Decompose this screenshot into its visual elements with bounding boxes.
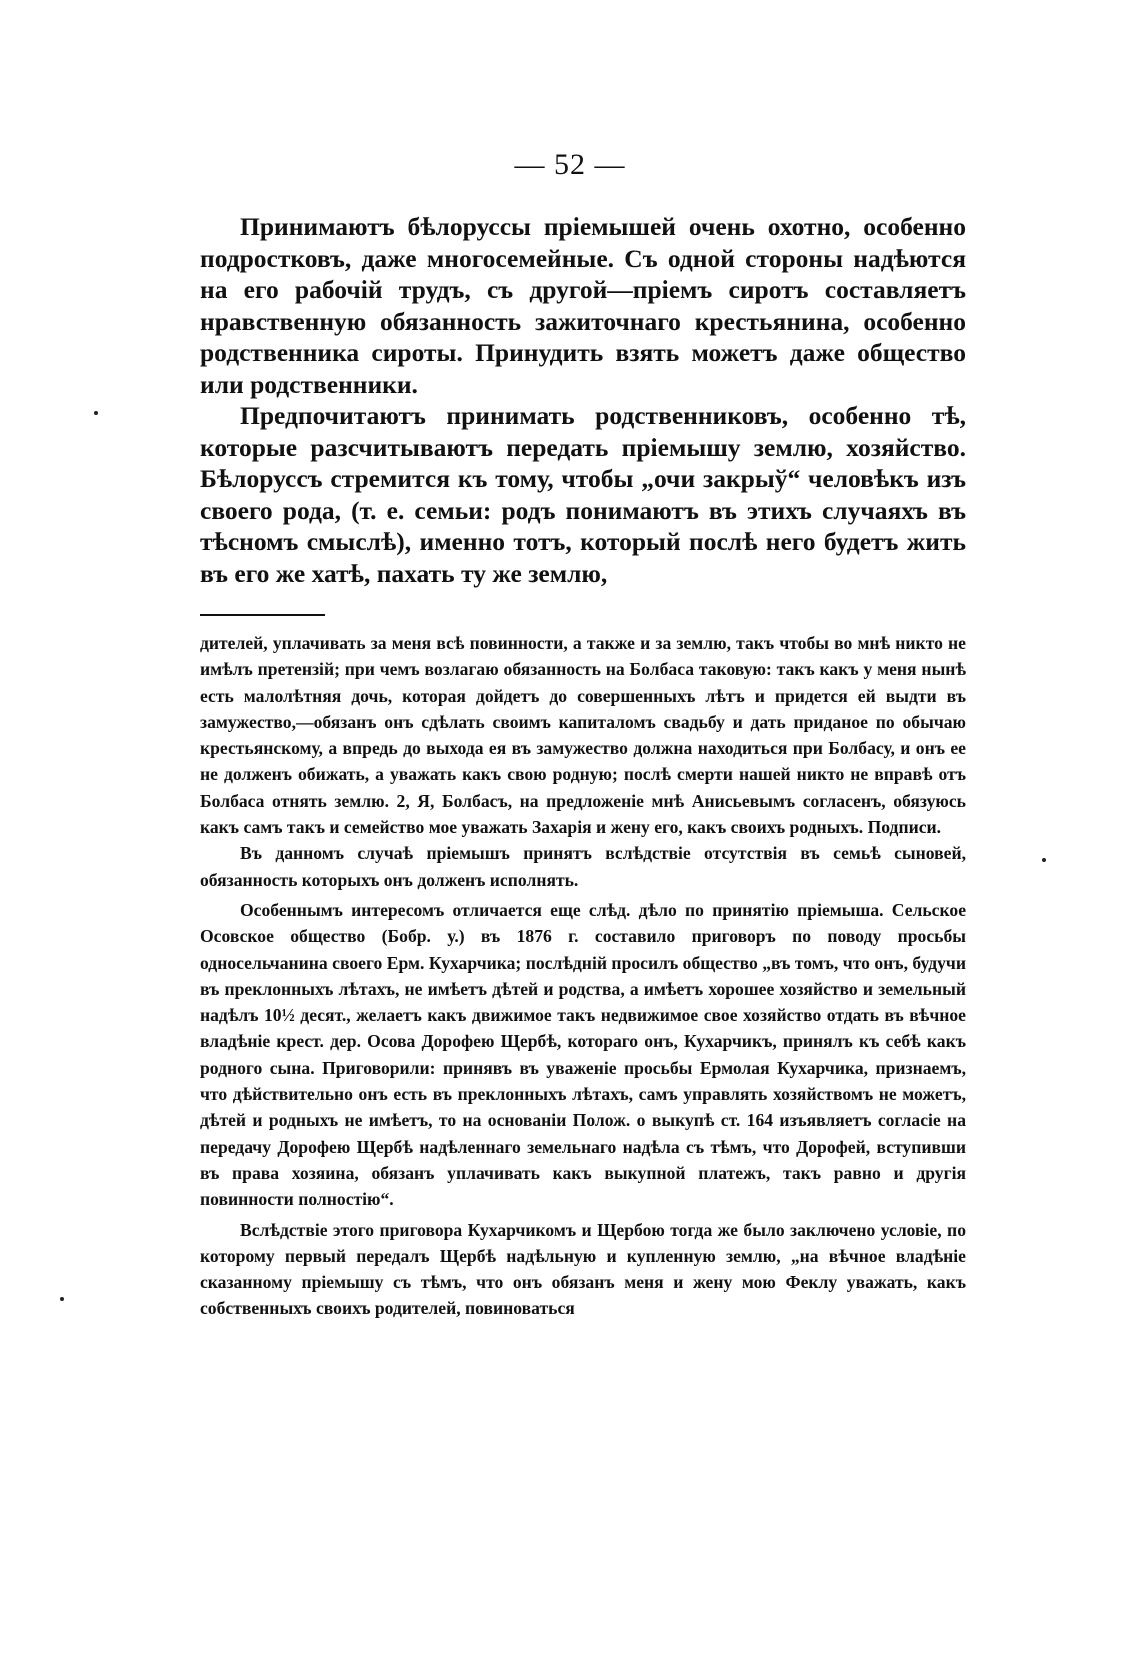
- footnote-paragraph: Вслѣдствіе этого приговора Кухарчикомъ и Щербою тогда же было заключено условіе, по которому первый передалъ Щербѣ надѣльную и купленную землю, „на вѣчное владѣніе сказанному пріемышу съ тѣмъ, что онъ обязанъ меня и жену мою Феклу уважать, какъ собственныхъ своихъ родителей, повиноваться: [200, 1219, 966, 1319]
- main-paragraph: Предпочитаютъ принимать родственниковъ, особенно тѣ, которые разсчитываютъ передать пріемышу землю, хозяйство. Бѣлоруссъ стремится къ тому, чтобы „очи закрыў“ человѣкъ изъ своего рода, (т. е. семьи: родъ понимаютъ въ этихъ случаяхъ въ тѣсномъ смыслѣ), именно тотъ, который послѣ него будетъ жить въ его же хатѣ, пахать ту же землю,: [200, 401, 966, 588]
- footnote-text: [200, 630, 966, 1322]
- footnote-paragraph: дителей, уплачивать за меня всѣ повинности, а также и за землю, такъ чтобы во мнѣ никто не имѣлъ претензій; при чемъ возлагаю обязанность на Болбаса таковую: такъ какъ у меня нынѣ есть малолѣтняя дочь, которая дойдетъ до совершенныхъ лѣтъ и придется ей выдти въ замужество,—обязанъ онъ сдѣлать своимъ капиталомъ свадьбу и дать приданое по обычаю крестьянскому, а впредь до выхода ея въ замужество должна находиться при Болбасу, и онъ ее не долженъ обижать, а уважать какъ свою родную; послѣ смерти нашей никто не вправѣ отъ Болбаса отнять землю. 2, Я, Болбасъ, на предложеніе мнѣ Анисьевымъ согласенъ, обязуюсь какъ самъ такъ и семейство мое уважать Захарія и жену его, какъ своихъ родныхъ. Подписи.: [200, 633, 966, 838]
- main-text: [200, 211, 966, 589]
- main-paragraph: Принимаютъ бѣлоруссы пріемышей очень охотно, особенно подростковъ, даже многосемейные. Съ одной стороны надѣются на его рабочій трудъ, съ другой—пріемъ сиротъ составляетъ нравственную обязанность зажиточнаго крестьянина, особенно родственника сироты. Принудить взять можетъ даже общество или родственники.: [200, 212, 966, 399]
- footnote-paragraph: Особеннымъ интересомъ отличается еще слѣд. дѣло по принятію пріемыша. Сельское Осовское общество (Бобр. у.) въ 1876 г. составило приговоръ по поводу просьбы односельчанина своего Ерм. Кухарчика; послѣдній просилъ общество „въ томъ, что онъ, будучи въ преклонныхъ лѣтахъ, не имѣетъ дѣтей и родства, а имѣетъ хорошее хозяйство и земельный надѣлъ 10½ десят., желаетъ какъ движимое такъ недвижимое свое хозяйство отдать въ вѣчное владѣніе крест. дер. Осова Дорофею Щербѣ, котораго онъ, Кухарчикъ, принялъ къ себѣ какъ родного сына. Приговорили: принявъ въ уваженіе просьбы Ермолая Кухарчика, признаемъ, что дѣйствительно онъ есть въ преклонныхъ лѣтахъ, самъ управлять хозяйствомъ не можетъ, дѣтей и родныхъ не имѣетъ, то на основаніи Полож. о выкупѣ ст. 164 изъявляетъ согласіе на передачу Дорофею Щербѣ надѣленнаго земельнаго надѣла съ тѣмъ, что Дорофей, вступивши въ права хозяина, обязанъ уплачивать какъ выкупной платежъ, такъ равно и другія повинности полностію“.: [200, 899, 966, 1210]
- scan-speck: [94, 411, 98, 415]
- scan-speck: [60, 1297, 64, 1301]
- scan-speck: [1042, 858, 1046, 862]
- footnote-separator: [200, 614, 325, 616]
- page-number: — 52 —: [514, 148, 626, 181]
- footnote-paragraph: Въ данномъ случаѣ пріемышъ принятъ вслѣдствіе отсутствія въ семьѣ сыновей, обязанность которыхъ онъ долженъ исполнять.: [200, 843, 966, 890]
